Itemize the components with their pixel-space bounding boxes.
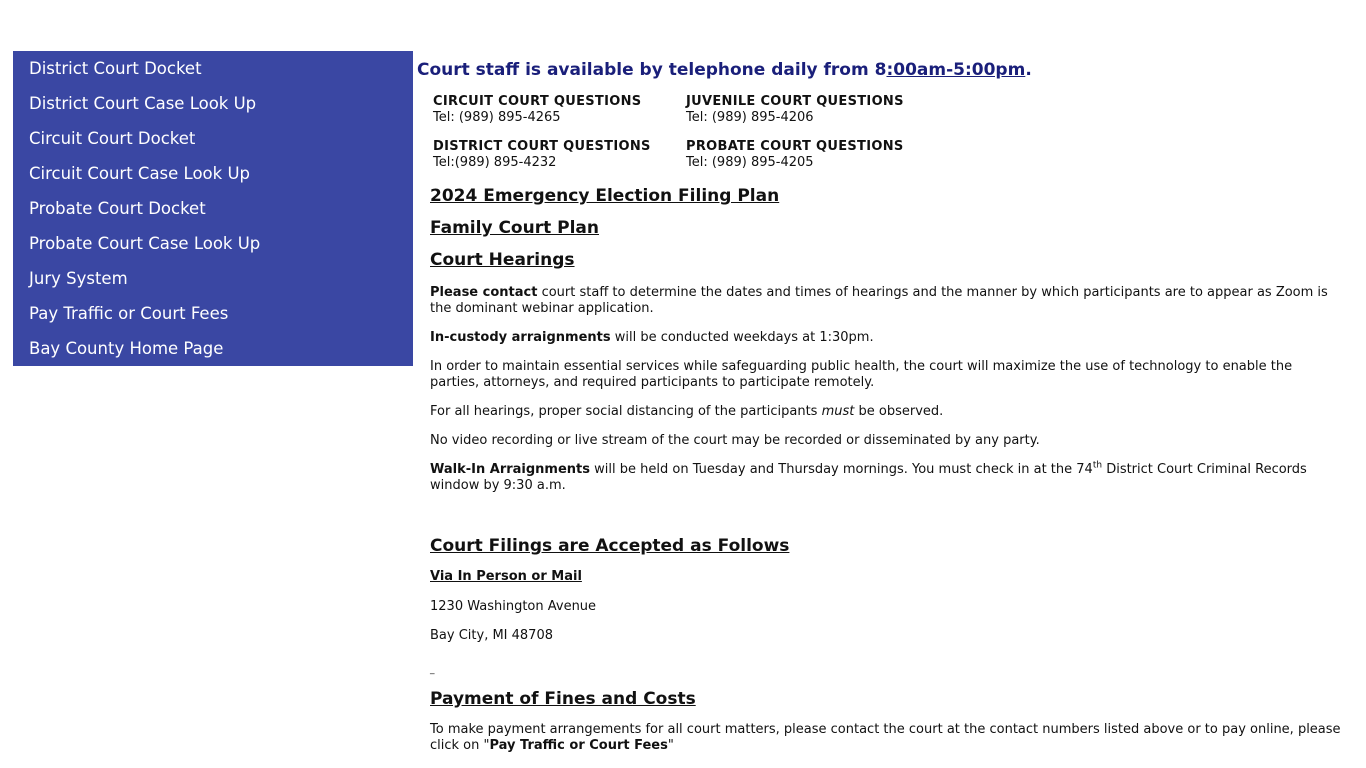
sidebar-nav xyxy=(13,51,413,366)
nav-jury-system[interactable]: Jury System xyxy=(29,269,128,288)
emphasis: must xyxy=(821,404,855,419)
text: court staff to determine the dates and times of hearings and the manner by which participants are to appear as Zoom is the dominant webinar application. xyxy=(430,285,1328,316)
hearings-paragraph-recording: No video recording or live stream of the court may be recorded or disseminated by any party. xyxy=(430,433,1040,448)
nav-district-court-docket[interactable]: District Court Docket xyxy=(29,59,202,78)
contact-title: PROBATE COURT QUESTIONS xyxy=(686,139,904,154)
hearings-paragraph-distancing xyxy=(430,404,1345,420)
contact-circuit xyxy=(433,94,641,126)
court-hearings-heading: Court Hearings xyxy=(430,250,575,270)
contact-phone: Tel: (989) 895-4265 xyxy=(433,110,561,125)
address-line-1: 1230 Washington Avenue xyxy=(430,599,597,614)
bold-text: Walk-In Arraignments xyxy=(430,462,591,477)
family-court-plan-link[interactable]: Family Court Plan xyxy=(430,218,600,238)
hearings-paragraph-in-custody xyxy=(430,330,1345,346)
contact-phone: Tel: (989) 895-4206 xyxy=(686,110,814,125)
payment-heading: Payment of Fines and Costs xyxy=(430,689,696,709)
text: be observed. xyxy=(854,404,944,419)
hearings-paragraph-contact xyxy=(430,285,1345,317)
nav-circuit-court-docket[interactable]: Circuit Court Docket xyxy=(29,129,196,148)
hours-range: :00am-5:00pm xyxy=(886,60,1026,80)
nav-pay-traffic-court-fees[interactable]: Pay Traffic or Court Fees xyxy=(29,304,229,323)
nav-district-court-case-lookup[interactable]: District Court Case Look Up xyxy=(29,94,257,113)
text: will be held on Tuesday and Thursday mornings. You must check in at the 74 xyxy=(590,462,1093,477)
staff-hours-notice xyxy=(417,60,1032,80)
nav-probate-court-case-lookup[interactable]: Probate Court Case Look Up xyxy=(29,234,261,253)
filings-subheading: Via In Person or Mail xyxy=(430,569,582,584)
pay-fees-reference: Pay Traffic or Court Fees xyxy=(489,738,668,753)
hours-suffix: . xyxy=(1025,60,1032,80)
contact-juvenile xyxy=(686,94,904,126)
text: " xyxy=(667,738,674,753)
payment-paragraph xyxy=(430,722,1345,754)
election-filing-plan-link[interactable]: 2024 Emergency Election Filing Plan xyxy=(430,186,780,206)
contact-title: JUVENILE COURT QUESTIONS xyxy=(686,94,904,109)
bold-text: Please contact xyxy=(430,285,538,300)
nav-bay-county-home[interactable]: Bay County Home Page xyxy=(29,339,224,358)
bold-text: In-custody arraignments xyxy=(430,330,611,345)
text: will be conducted weekdays at 1:30pm. xyxy=(610,330,874,345)
court-filings-heading: Court Filings are Accepted as Follows xyxy=(430,536,790,556)
hearings-paragraph-walk-in xyxy=(430,462,1345,494)
separator-dash: _ xyxy=(430,665,435,675)
text: For all hearings, proper social distancing of the participants xyxy=(430,404,822,419)
address-line-2: Bay City, MI 48708 xyxy=(430,628,553,643)
hours-prefix: Court staff is available by telephone daily from 8 xyxy=(417,60,887,80)
text: District Court Criminal Records window by 9:30 a.m. xyxy=(430,462,1307,493)
text: To make payment arrangements for all court matters, please contact the court at the contact numbers listed above or to pay online, please click on " xyxy=(430,722,1341,753)
contact-phone: Tel:(989) 895-4232 xyxy=(433,155,557,170)
contact-phone: Tel: (989) 895-4205 xyxy=(686,155,814,170)
superscript: th xyxy=(1092,460,1103,471)
contact-title: CIRCUIT COURT QUESTIONS xyxy=(433,94,642,109)
contact-district xyxy=(433,139,651,171)
nav-circuit-court-case-lookup[interactable]: Circuit Court Case Look Up xyxy=(29,164,250,183)
contact-probate xyxy=(686,139,904,171)
contact-title: DISTRICT COURT QUESTIONS xyxy=(433,139,651,154)
hearings-paragraph-remote: In order to maintain essential services while safeguarding public health, the court will maximize the use of technology to enable the parties, attorneys, and required participants to participate remotely. xyxy=(430,359,1293,390)
nav-probate-court-docket[interactable]: Probate Court Docket xyxy=(29,199,206,218)
